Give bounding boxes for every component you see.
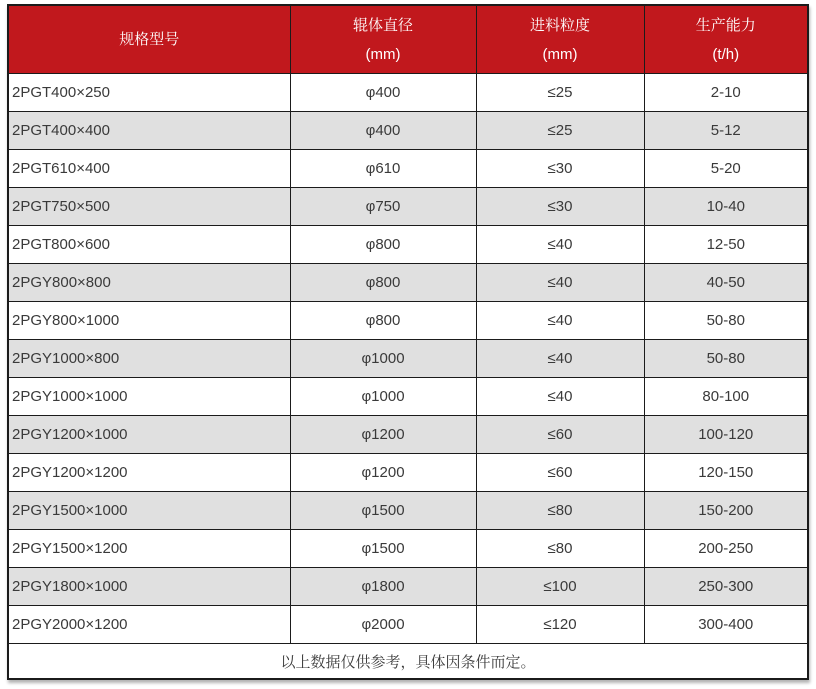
capacity-cell: 100-120 bbox=[644, 416, 808, 454]
model-cell: 2PGY1000×1000 bbox=[8, 378, 290, 416]
capacity-cell: 50-80 bbox=[644, 302, 808, 340]
model-cell: 2PGY1200×1000 bbox=[8, 416, 290, 454]
diameter-cell: φ1200 bbox=[290, 454, 476, 492]
diameter-cell: φ1500 bbox=[290, 492, 476, 530]
table-row bbox=[8, 188, 808, 226]
model-cell: 2PGT750×500 bbox=[8, 188, 290, 226]
footer-note: 以上数据仅供参考，具体因条件而定。 bbox=[8, 644, 808, 680]
feed-size-cell: ≤60 bbox=[476, 416, 644, 454]
diameter-cell: φ610 bbox=[290, 150, 476, 188]
table-row bbox=[8, 340, 808, 378]
table-row bbox=[8, 530, 808, 568]
diameter-cell: φ400 bbox=[290, 112, 476, 150]
model-cell: 2PGY2000×1200 bbox=[8, 606, 290, 644]
model-cell: 2PGY1200×1200 bbox=[8, 454, 290, 492]
diameter-cell: φ400 bbox=[290, 74, 476, 112]
capacity-cell: 50-80 bbox=[644, 340, 808, 378]
capacity-cell: 40-50 bbox=[644, 264, 808, 302]
capacity-cell: 300-400 bbox=[644, 606, 808, 644]
capacity-cell: 5-20 bbox=[644, 150, 808, 188]
feed-size-cell: ≤30 bbox=[476, 188, 644, 226]
col-header-model bbox=[8, 5, 290, 74]
feed-size-cell: ≤40 bbox=[476, 378, 644, 416]
diameter-cell: φ1200 bbox=[290, 416, 476, 454]
table-body bbox=[8, 74, 808, 644]
table-row bbox=[8, 492, 808, 530]
feed-size-cell: ≤100 bbox=[476, 568, 644, 606]
diameter-cell: φ800 bbox=[290, 302, 476, 340]
footer-row bbox=[8, 644, 808, 680]
model-cell: 2PGT800×600 bbox=[8, 226, 290, 264]
header-row bbox=[8, 5, 808, 74]
table-row bbox=[8, 112, 808, 150]
model-cell: 2PGY1800×1000 bbox=[8, 568, 290, 606]
diameter-cell: φ1800 bbox=[290, 568, 476, 606]
col-header-roller-diameter-unit: (mm) bbox=[365, 45, 401, 63]
col-header-feed-size-unit: (mm) bbox=[542, 45, 578, 63]
feed-size-cell: ≤80 bbox=[476, 530, 644, 568]
table-row bbox=[8, 150, 808, 188]
feed-size-cell: ≤40 bbox=[476, 226, 644, 264]
table-header bbox=[8, 5, 808, 74]
col-header-roller-diameter bbox=[290, 5, 476, 74]
col-header-feed-size bbox=[476, 5, 644, 74]
table-row bbox=[8, 302, 808, 340]
feed-size-cell: ≤30 bbox=[476, 150, 644, 188]
diameter-cell: φ800 bbox=[290, 226, 476, 264]
feed-size-cell: ≤25 bbox=[476, 74, 644, 112]
diameter-cell: φ800 bbox=[290, 264, 476, 302]
diameter-cell: φ1000 bbox=[290, 340, 476, 378]
capacity-cell: 12-50 bbox=[644, 226, 808, 264]
table-row bbox=[8, 454, 808, 492]
capacity-cell: 150-200 bbox=[644, 492, 808, 530]
feed-size-cell: ≤60 bbox=[476, 454, 644, 492]
col-header-feed-size-label: 进料粒度 bbox=[529, 16, 590, 34]
capacity-cell: 200-250 bbox=[644, 530, 808, 568]
capacity-cell: 120-150 bbox=[644, 454, 808, 492]
model-cell: 2PGY1500×1200 bbox=[8, 530, 290, 568]
col-header-capacity bbox=[644, 5, 808, 74]
model-cell: 2PGY800×1000 bbox=[8, 302, 290, 340]
table-row bbox=[8, 568, 808, 606]
model-cell: 2PGY1500×1000 bbox=[8, 492, 290, 530]
table-row bbox=[8, 378, 808, 416]
table-row bbox=[8, 74, 808, 112]
diameter-cell: φ1500 bbox=[290, 530, 476, 568]
model-cell: 2PGT610×400 bbox=[8, 150, 290, 188]
feed-size-cell: ≤25 bbox=[476, 112, 644, 150]
model-cell: 2PGY1000×800 bbox=[8, 340, 290, 378]
capacity-cell: 250-300 bbox=[644, 568, 808, 606]
col-header-capacity-unit: (t/h) bbox=[712, 45, 740, 63]
diameter-cell: φ750 bbox=[290, 188, 476, 226]
model-cell: 2PGT400×400 bbox=[8, 112, 290, 150]
capacity-cell: 5-12 bbox=[644, 112, 808, 150]
table-footer bbox=[8, 644, 808, 680]
capacity-cell: 2-10 bbox=[644, 74, 808, 112]
roller-crusher-spec-table bbox=[7, 4, 809, 680]
col-header-roller-diameter-label: 辊体直径 bbox=[352, 16, 413, 34]
feed-size-cell: ≤40 bbox=[476, 264, 644, 302]
col-header-model-label: 规格型号 bbox=[119, 31, 180, 48]
model-cell: 2PGY800×800 bbox=[8, 264, 290, 302]
table-row bbox=[8, 226, 808, 264]
diameter-cell: φ2000 bbox=[290, 606, 476, 644]
table-row bbox=[8, 264, 808, 302]
table-row bbox=[8, 606, 808, 644]
col-header-capacity-label: 生产能力 bbox=[695, 16, 756, 34]
model-cell: 2PGT400×250 bbox=[8, 74, 290, 112]
capacity-cell: 80-100 bbox=[644, 378, 808, 416]
feed-size-cell: ≤40 bbox=[476, 340, 644, 378]
feed-size-cell: ≤40 bbox=[476, 302, 644, 340]
table-row bbox=[8, 416, 808, 454]
feed-size-cell: ≤120 bbox=[476, 606, 644, 644]
feed-size-cell: ≤80 bbox=[476, 492, 644, 530]
capacity-cell: 10-40 bbox=[644, 188, 808, 226]
diameter-cell: φ1000 bbox=[290, 378, 476, 416]
